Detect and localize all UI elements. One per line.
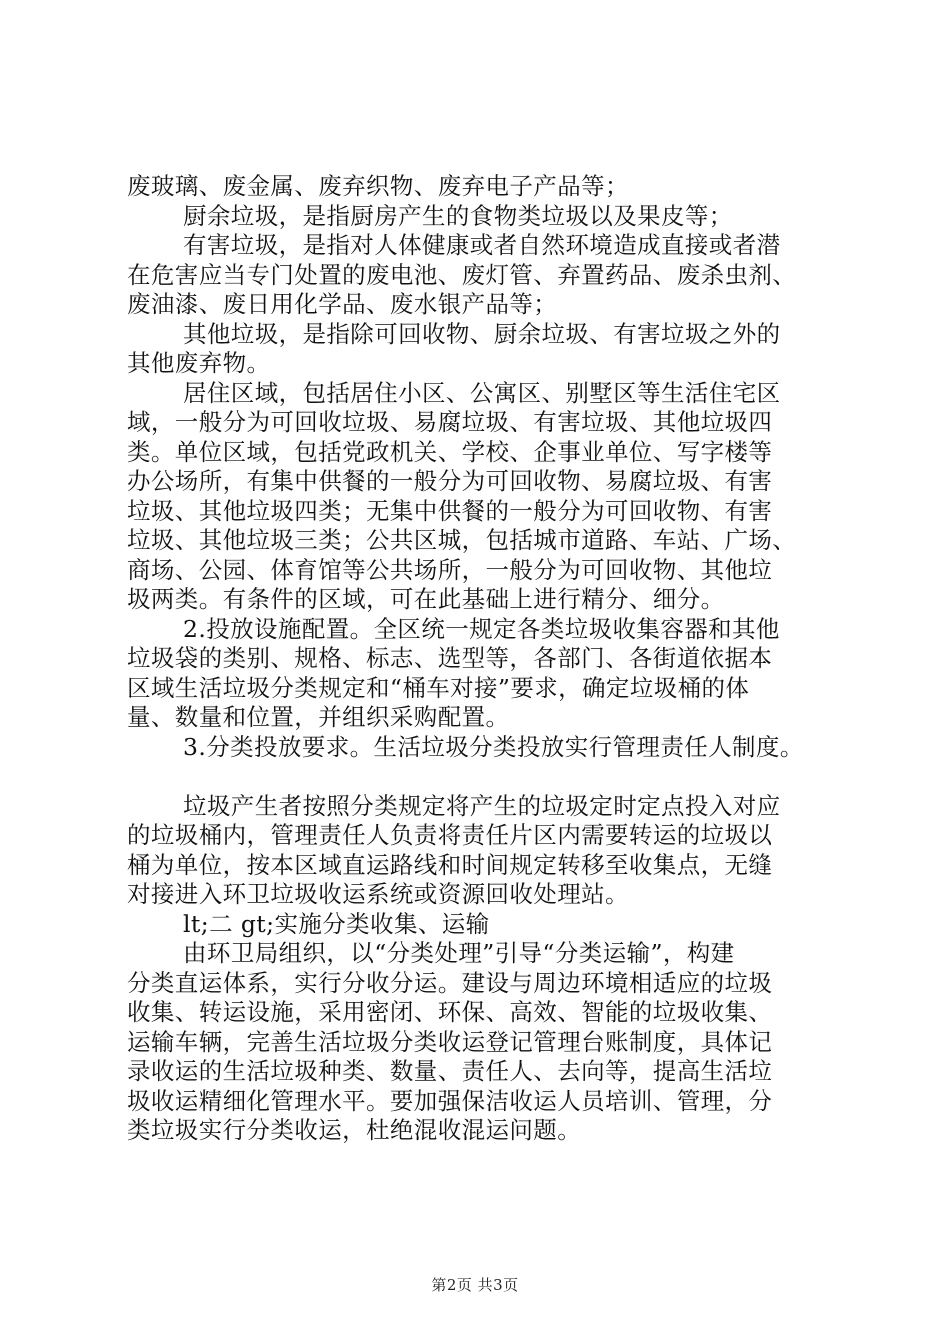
text-line: 废玻璃、废金属、废弃织物、废弃电子产品等； bbox=[127, 172, 629, 200]
document-body bbox=[127, 172, 833, 1146]
text-line: 在危害应当专门处置的废电池、废灯管、弃置药品、废杀虫剂、 bbox=[127, 260, 797, 289]
text-line: 圾收运精细化管理水平。要加强保洁收运人员培训、管理，分 bbox=[127, 1086, 773, 1115]
text-line: 其他垃圾，是指除可回收物、厨余垃圾、有害垃圾之外的 bbox=[183, 319, 781, 348]
text-line: 类。单位区域，包括党政机关、学校、企事业单位、写字楼等 bbox=[127, 437, 773, 466]
text-line: 分类直运体系，实行分收分运。建设与周边环境相适应的垃圾 bbox=[127, 968, 773, 997]
text-line: 3.分类投放要求。生活垃圾分类投放实行管理责任人制度。 bbox=[183, 732, 804, 761]
text-line: 桶为单位，按本区域直运路线和时间规定转移至收集点，无缝 bbox=[127, 850, 773, 879]
text-line: 垃圾袋的类别、规格、标志、选型等，各部门、各街道依据本 bbox=[127, 644, 773, 672]
blank-line bbox=[127, 762, 833, 792]
text-line: 由环卫局组织，以“分类处理”引导“分类运输”，构建 bbox=[183, 939, 735, 967]
page-footer: 第2页 共3页 bbox=[431, 1276, 519, 1294]
text-line: 有害垃圾，是指对人体健康或者自然环境造成直接或者潜 bbox=[183, 231, 781, 259]
text-line: 居住区域，包括居住小区、公寓区、别墅区等生活住宅区 bbox=[183, 378, 781, 407]
text-line: 录收运的生活垃圾种类、数量、责任人、去向等，提高生活垃 bbox=[127, 1057, 773, 1085]
text-line: 收集、转运设施，采用密闭、环保、高效、智能的垃圾收集、 bbox=[127, 998, 773, 1026]
text-line: 垃圾、其他垃圾三类；公共区城，包括城市道路、车站、广场、 bbox=[127, 526, 797, 554]
text-line: 其他废弃物。 bbox=[127, 349, 271, 377]
text-line: 的垃圾桶内，管理责任人负责将责任片区内需要转运的垃圾以 bbox=[127, 821, 773, 849]
text-line: 运输车辆，完善生活垃圾分类收运登记管理台账制度，具体记 bbox=[127, 1027, 773, 1056]
text-line: 量、数量和位置，并组织采购配置。 bbox=[127, 703, 510, 731]
text-line: 对接进入环卫垃圾收运系统或资源回收处理站。 bbox=[127, 880, 629, 908]
text-line: 区域生活垃圾分类规定和“桶车对接”要求，确定垃圾桶的体 bbox=[127, 673, 750, 702]
text-line: 垃圾产生者按照分类规定将产生的垃圾定时定点投入对应 bbox=[183, 791, 781, 820]
text-line: 商场、公园、体育馆等公共场所，一般分为可回收物、其他垃 bbox=[127, 555, 773, 584]
text-line: 域，一般分为可回收垃圾、易腐垃圾、有害垃圾、其他垃圾四 bbox=[127, 408, 773, 436]
text-line: 圾两类。有条件的区域，可在此基础上进行精分、细分。 bbox=[127, 585, 725, 613]
text-line: lt;二 gt;实施分类收集、运输 bbox=[183, 909, 490, 938]
text-line: 类垃圾实行分类收运，杜绝混收混运问题。 bbox=[127, 1116, 582, 1144]
text-line: 垃圾、其他垃圾四类；无集中供餐的一般分为可回收物、有害 bbox=[127, 496, 773, 525]
text-line: 厨余垃圾，是指厨房产生的食物类垃圾以及果皮等； bbox=[183, 201, 733, 230]
text-line: 2.投放设施配置。全区统一规定各类垃圾收集容器和其他 bbox=[183, 614, 780, 643]
text-line: 废油漆、废日用化学品、废水银产品等； bbox=[127, 290, 558, 318]
text-line: 办公场所，有集中供餐的一般分为可回收物、易腐垃圾、有害 bbox=[127, 467, 773, 495]
